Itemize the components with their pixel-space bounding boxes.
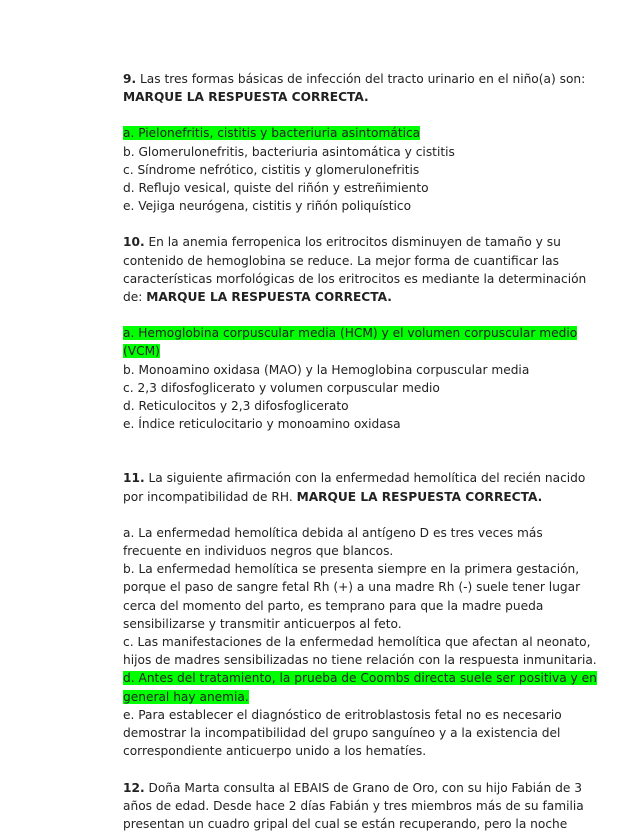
option-b-cont: porque el paso de sangre fetal Rh (+) a una madre Rh (-) suele tener lugar (123, 578, 555, 596)
highlighted-answer: general hay anemia. (123, 690, 249, 704)
option-b: b. Glomerulonefritis, bacteriuria asintomática y cistitis (123, 143, 555, 161)
question-12-stem-line: presentan un cuadro gripal del cual se están recuperando, pero la noche (123, 815, 555, 833)
question-10 (123, 233, 555, 433)
option-b-cont: cerca del momento del parto, es temprano para que la madre pueda (123, 597, 555, 615)
question-11-instruction: MARQUE LA RESPUESTA CORRECTA. (297, 490, 543, 504)
option-d-cont (123, 688, 555, 706)
option-e-cont: demostrar la incompatibilidad del grupo sanguíneo y a la existencia del (123, 724, 555, 742)
question-11-stem-line: 11. La siguiente afirmación con la enfermedad hemolítica del recién nacido (123, 469, 555, 487)
question-9-instruction: MARQUE LA RESPUESTA CORRECTA. (123, 88, 555, 106)
question-10-stem-line: de: MARQUE LA RESPUESTA CORRECTA. (123, 288, 555, 306)
question-10-stem-line: 10. En la anemia ferropenica los eritrocitos disminuyen de tamaño y su (123, 233, 555, 251)
option-c-cont: hijos de madres sensibilizadas no tiene relación con la respuesta inmunitaria. (123, 651, 555, 669)
option-c: c. Síndrome nefrótico, cistitis y glomerulonefritis (123, 161, 555, 179)
option-a (123, 324, 555, 342)
question-number: 9. (123, 72, 136, 86)
option-b: b. La enfermedad hemolítica se presenta siempre en la primera gestación, (123, 560, 555, 578)
question-number: 11. (123, 471, 145, 485)
option-b-cont: sensibilizarse y transmitir anticuerpos al feto. (123, 615, 555, 633)
option-a: a. La enfermedad hemolítica debida al antígeno D es tres veces más (123, 524, 555, 542)
option-a-cont (123, 342, 555, 360)
highlighted-answer: d. Antes del tratamiento, la prueba de Coombs directa suele ser positiva y en (123, 671, 597, 685)
option-e: e. Índice reticulocitario y monoamino oxidasa (123, 415, 555, 433)
question-12 (123, 779, 555, 833)
question-10-stem-line: características morfológicas de los eritrocitos es mediante la determinación (123, 270, 555, 288)
highlighted-answer: (VCM) (123, 344, 160, 358)
option-e: e. Para establecer el diagnóstico de eritroblastosis fetal no es necesario (123, 706, 555, 724)
option-b: b. Monoamino oxidasa (MAO) y la Hemoglobina corpuscular media (123, 361, 555, 379)
document-content (123, 70, 555, 833)
option-a (123, 124, 555, 142)
option-d: d. Reflujo vesical, quiste del riñón y estreñimiento (123, 179, 555, 197)
question-number: 12. (123, 781, 145, 795)
question-10-stem-line: contenido de hemoglobina se reduce. La mejor forma de cuantificar las (123, 252, 555, 270)
option-e-cont: correspondiente anticuerpo unido a los hematíes. (123, 742, 555, 760)
question-9 (123, 70, 555, 215)
option-d (123, 669, 555, 687)
option-a-cont: frecuente en individuos negros que blancos. (123, 542, 555, 560)
option-e: e. Vejiga neurógena, cistitis y riñón poliquístico (123, 197, 555, 215)
question-12-stem-line: 12. Doña Marta consulta al EBAIS de Grano de Oro, con su hijo Fabián de 3 (123, 779, 555, 797)
highlighted-answer: a. Pielonefritis, cistitis y bacteriuria asintomática (123, 126, 420, 140)
question-11 (123, 469, 555, 760)
question-11-stem-line: por incompatibilidad de RH. MARQUE LA RESPUESTA CORRECTA. (123, 488, 555, 506)
question-number: 10. (123, 235, 145, 249)
question-10-instruction: MARQUE LA RESPUESTA CORRECTA. (146, 290, 392, 304)
question-9-stem: 9. Las tres formas básicas de infección del tracto urinario en el niño(a) son: (123, 70, 555, 88)
question-12-stem-line: años de edad. Desde hace 2 días Fabián y tres miembros más de su familia (123, 797, 555, 815)
highlighted-answer: a. Hemoglobina corpuscular media (HCM) y el volumen corpuscular medio (123, 326, 577, 340)
option-c: c. 2,3 difosfoglicerato y volumen corpuscular medio (123, 379, 555, 397)
option-c: c. Las manifestaciones de la enfermedad hemolítica que afectan al neonato, (123, 633, 555, 651)
option-d: d. Reticulocitos y 2,3 difosfoglicerato (123, 397, 555, 415)
